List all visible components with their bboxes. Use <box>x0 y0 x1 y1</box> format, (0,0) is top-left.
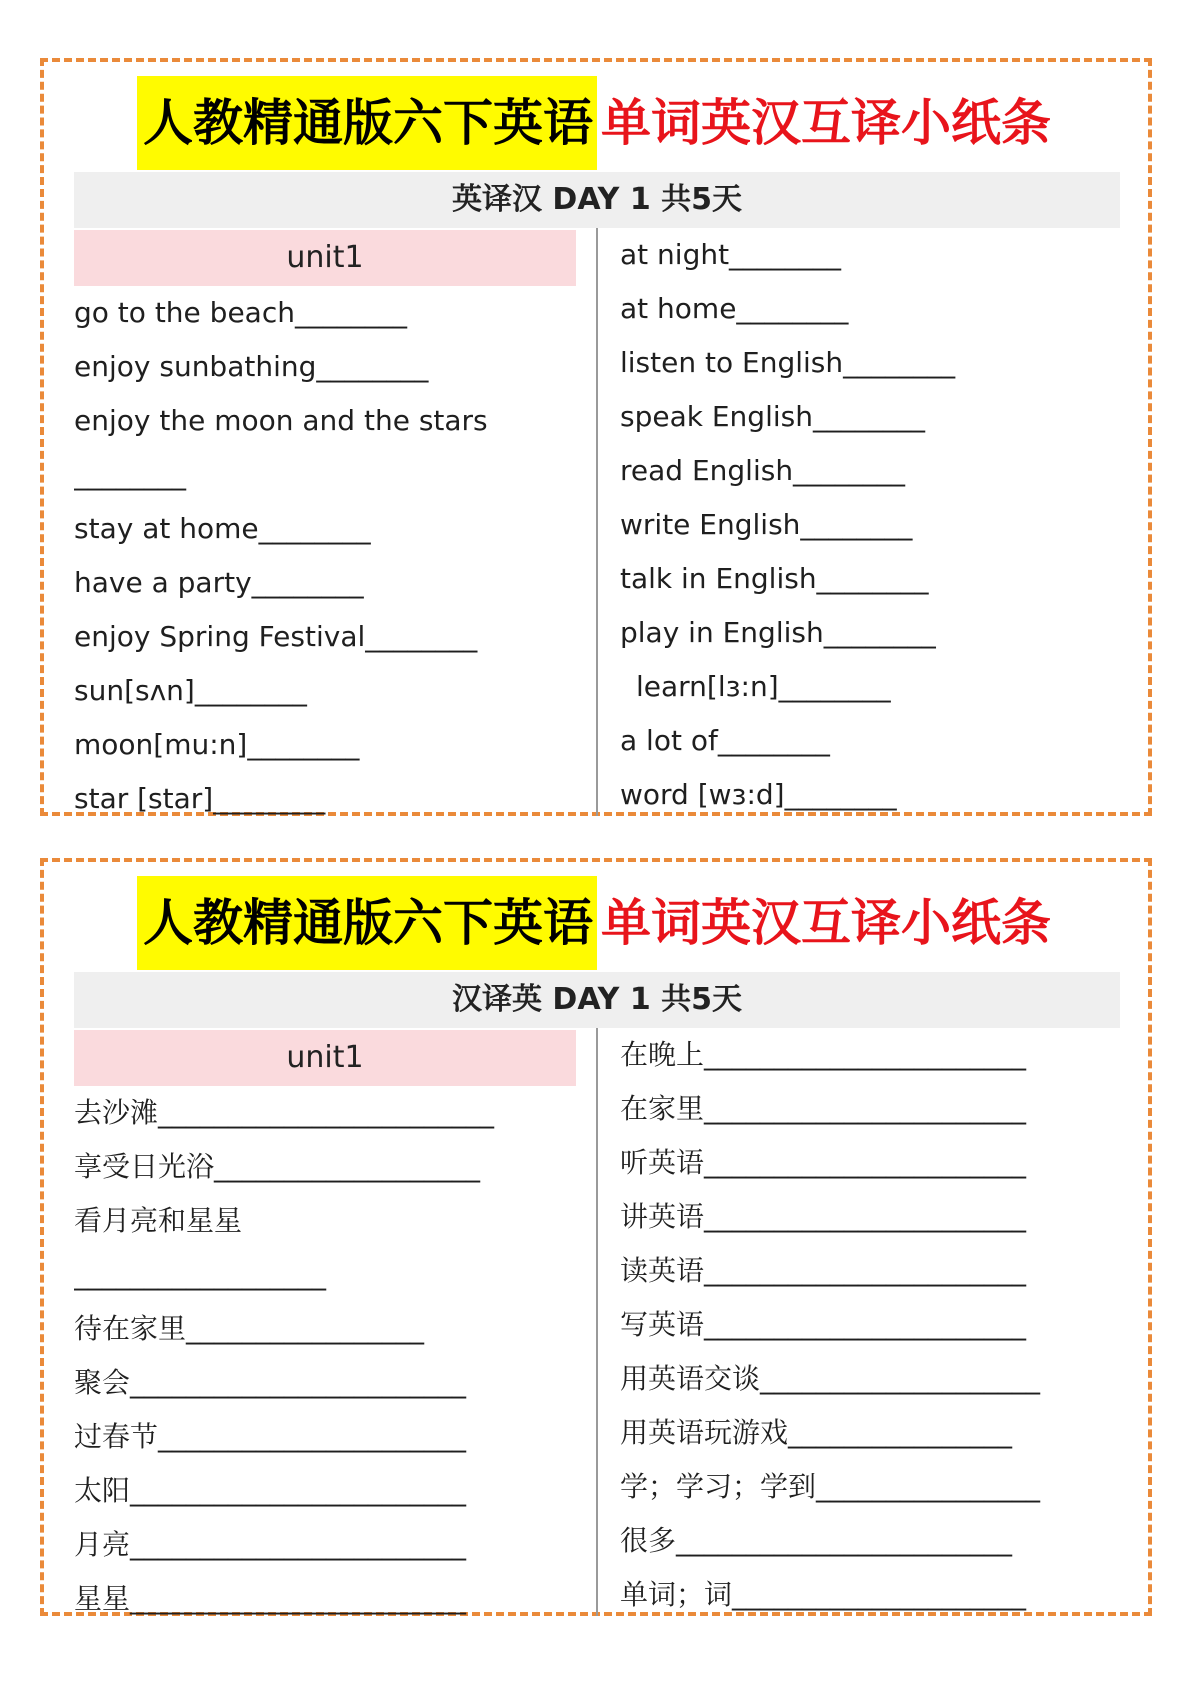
word-item: 星星________________________ <box>74 1582 467 1615</box>
word-item: go to the beach________ <box>74 296 407 329</box>
left-word-list <box>74 1086 584 1626</box>
word-item: have a party________ <box>74 566 364 599</box>
word-item: ________ <box>74 458 186 491</box>
word-item: 听英语_______________________ <box>620 1146 1027 1179</box>
section-subtitle: 英译汉 DAY 1 共5天 <box>74 172 1120 228</box>
word-item: 很多________________________ <box>620 1524 1013 1557</box>
title-red-part: 单词英汉互译小纸条 <box>601 894 1051 952</box>
unit-header: unit1 <box>74 230 576 286</box>
title-highlighted-part: 人教精通版六下英语 <box>137 876 597 970</box>
word-item: 去沙滩________________________ <box>74 1096 495 1129</box>
word-item: 在晚上_______________________ <box>620 1038 1027 1071</box>
word-item: at night________ <box>620 238 842 271</box>
word-item: 享受日光浴___________________ <box>74 1150 481 1183</box>
card-title <box>44 76 1148 170</box>
word-item: a lot of________ <box>620 724 830 757</box>
word-item: sun[sʌn]________ <box>74 674 307 707</box>
word-item: 待在家里_________________ <box>74 1312 425 1345</box>
word-item: moon[mu:n]________ <box>74 728 360 761</box>
word-item: 在家里_______________________ <box>620 1092 1027 1125</box>
word-item: 看月亮和星星 <box>74 1204 243 1237</box>
word-item: talk in English________ <box>620 562 929 595</box>
left-word-list <box>74 286 584 826</box>
word-item: 过春节______________________ <box>74 1420 467 1453</box>
word-item: learn[lɜ:n]________ <box>636 670 891 703</box>
word-item: 月亮________________________ <box>74 1528 467 1561</box>
word-item: read English________ <box>620 454 906 487</box>
word-item: 学；学习；学到________________ <box>620 1470 1041 1503</box>
word-item: write English________ <box>620 508 913 541</box>
title-highlighted-part: 人教精通版六下英语 <box>137 76 597 170</box>
word-item: word [wɜ:d]________ <box>620 778 897 811</box>
word-item: star [star]________ <box>74 782 326 815</box>
word-item: enjoy Spring Festival________ <box>74 620 478 653</box>
unit-header: unit1 <box>74 1030 576 1086</box>
word-item: 用英语玩游戏________________ <box>620 1416 1013 1449</box>
word-slip-card-english-to-chinese <box>40 58 1152 816</box>
right-word-list <box>620 228 1140 822</box>
word-slip-card-chinese-to-english <box>40 858 1152 1616</box>
word-item: __________________ <box>74 1258 326 1291</box>
word-item: 聚会________________________ <box>74 1366 467 1399</box>
word-item: play in English________ <box>620 616 936 649</box>
word-item: enjoy the moon and the stars <box>74 404 488 437</box>
word-item: 太阳________________________ <box>74 1474 467 1507</box>
word-item: 讲英语_______________________ <box>620 1200 1027 1233</box>
word-item: 写英语_______________________ <box>620 1308 1027 1341</box>
word-item: enjoy sunbathing________ <box>74 350 429 383</box>
word-item: 用英语交谈____________________ <box>620 1362 1041 1395</box>
right-word-list <box>620 1028 1140 1622</box>
word-item: at home________ <box>620 292 849 325</box>
column-divider <box>596 1028 598 1616</box>
section-subtitle: 汉译英 DAY 1 共5天 <box>74 972 1120 1028</box>
word-item: speak English________ <box>620 400 925 433</box>
word-item: listen to English________ <box>620 346 956 379</box>
column-divider <box>596 228 598 816</box>
word-item: 单词；词_____________________ <box>620 1578 1027 1611</box>
title-red-part: 单词英汉互译小纸条 <box>601 94 1051 152</box>
card-title <box>44 876 1148 970</box>
word-item: stay at home________ <box>74 512 371 545</box>
word-item: 读英语_______________________ <box>620 1254 1027 1287</box>
